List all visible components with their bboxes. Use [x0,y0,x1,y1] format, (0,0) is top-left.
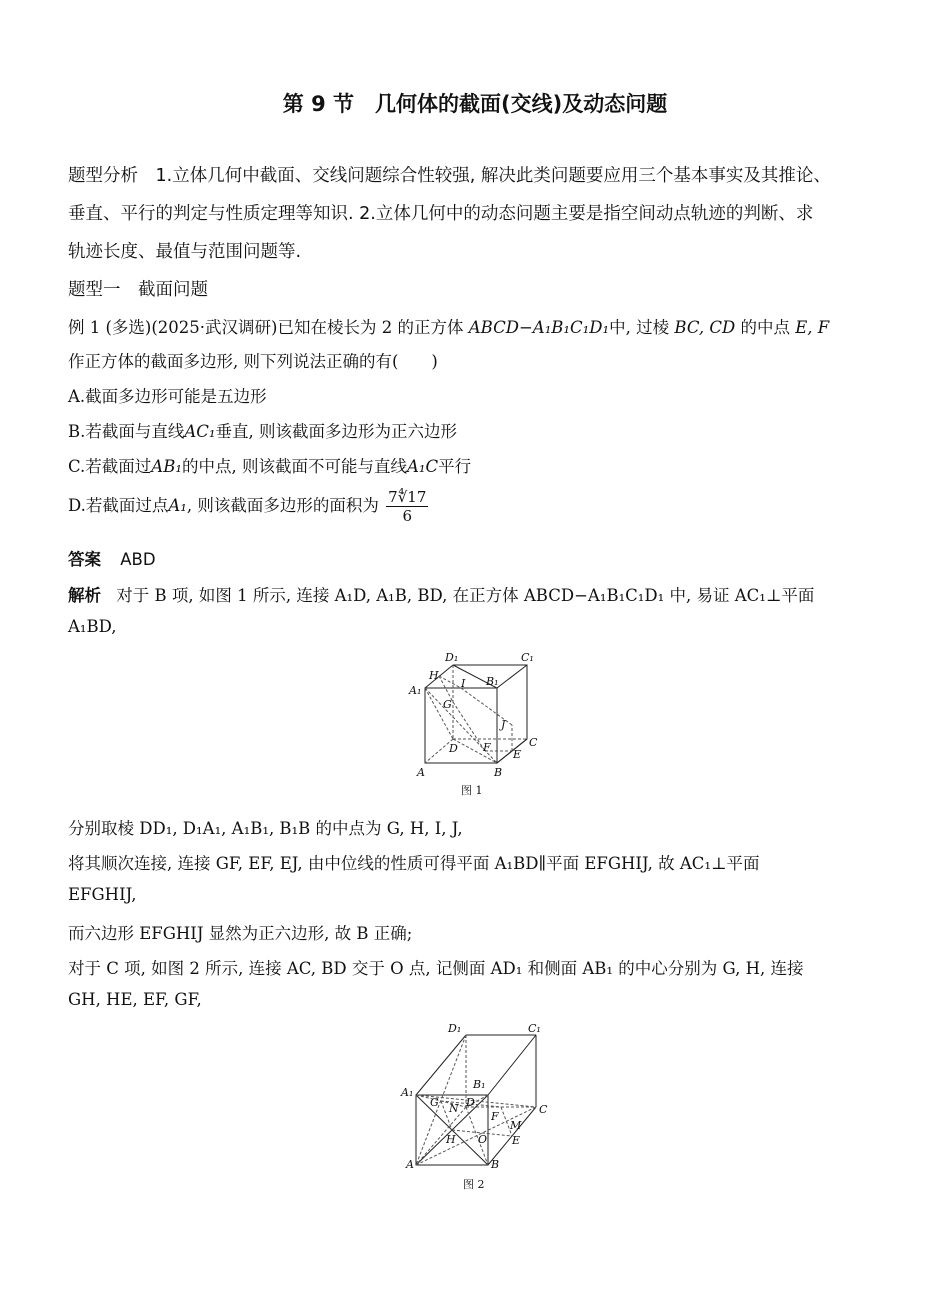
label-O: O [478,1133,488,1146]
label-A1: A₁ [409,684,422,697]
math-line: A₁C [406,457,439,476]
figure-2-cube [398,1020,558,1180]
math-point: A₁ [168,496,187,515]
label-E: E [512,1134,521,1147]
area-fraction [386,488,428,525]
analysis-line-1: 题型分析 1.立体几何中截面、交线问题综合性较强, 解决此类问题要应用三个基本事实及其推论、 [68,166,831,186]
option-a: A.截面多边形可能是五边形 [68,387,267,406]
option-b [68,418,457,442]
fraction-numerator: 7∜17 [388,488,427,506]
label-F: F [483,741,491,754]
label-M: M [510,1119,522,1132]
point-names: E, F [795,318,830,337]
solution-line-8: GH, HE, EF, GF, [68,990,202,1009]
label-C1: C₁ [528,1022,541,1035]
option-text: D.若截面过点 [68,496,169,515]
fraction-denominator: 6 [402,507,413,525]
label-D: D [449,742,458,755]
label-C1: C₁ [521,651,534,664]
answer-value: ABD [120,550,156,569]
example-text: 的中点 [740,318,790,337]
edge-names: BC, CD [674,318,736,337]
solution-label: 解析 [68,586,101,605]
example-tag: (多选)(2025·武汉调研) [105,318,278,337]
figure-1-caption: 图 1 [461,784,483,797]
example-label: 例 1 [68,318,101,337]
label-A: A [417,766,425,779]
solution-line-2: A₁BD, [68,617,117,636]
example-text: 已知在棱长为 2 的正方体 [277,318,464,337]
example-text: 中, 过棱 [609,318,670,337]
label-D: D [466,1096,475,1109]
label-N: N [449,1102,459,1115]
section-heading: 题型一 截面问题 [68,280,208,300]
example-stem-line-2: 作正方体的截面多边形, 则下列说法正确的有( ) [68,352,438,371]
math-segment: AB₁ [151,457,182,476]
example-stem-line-1 [68,314,829,338]
label-H: H [446,1133,456,1146]
label-J: J [501,718,506,731]
answer-label: 答案 [68,550,101,569]
option-c [68,453,471,477]
label-E: E [513,748,522,761]
option-d [68,488,428,525]
label-D1: D₁ [445,651,459,664]
label-A: A [406,1158,414,1171]
label-D1: D₁ [448,1022,462,1035]
label-B1: B₁ [486,675,499,688]
answer-line [68,546,156,570]
label-G: G [430,1096,439,1109]
analysis-line-2: 垂直、平行的判定与性质定理等知识. 2.立体几何中的动态问题主要是指空间动点轨迹的判断、求 [68,204,814,224]
label-F: F [491,1110,499,1123]
solution-line-6: 而六边形 EFGHIJ 显然为正六边形, 故 B 正确; [68,924,413,943]
option-text: 垂直, 则该截面多边形为正六边形 [215,422,458,441]
solution-line-7: 对于 C 项, 如图 2 所示, 连接 AC, BD 交于 O 点, 记侧面 AD₁ 和侧面 AB₁ 的中心分别为 G, H, 连接 [68,959,804,978]
solution-text: 对于 B 项, 如图 1 所示, 连接 A₁D, A₁B, BD, 在正方体 ABCD−A₁B₁C₁D₁ 中, 易证 AC₁⊥平面 [116,586,815,605]
figure-1-cube [405,648,555,798]
label-C: C [529,736,538,749]
solution-line-3: 分别取棱 DD₁, D₁A₁, A₁B₁, B₁B 的中点为 G, H, I, J, [68,819,463,838]
label-B: B [491,1158,500,1171]
option-text: C.若截面过 [68,457,152,476]
solution-line-5: EFGHIJ, [68,885,137,904]
solution-line-1 [68,582,814,606]
math-line: AC₁ [184,422,216,441]
option-text: , 则该截面多边形的面积为 [186,496,379,515]
label-G: G [443,698,452,711]
label-C: C [539,1103,548,1116]
label-A1: A₁ [401,1086,414,1099]
label-B1: B₁ [473,1078,486,1091]
page-title: 第 9 节 几何体的截面(交线)及动态问题 [282,92,668,116]
option-text: B.若截面与直线 [68,422,185,441]
cube-name: ABCD−A₁B₁C₁D₁ [468,318,610,337]
label-I: I [461,677,466,690]
option-text: 平行 [438,457,472,476]
solution-line-4: 将其顺次连接, 连接 GF, EF, EJ, 由中位线的性质可得平面 A₁BD∥平面 EFGHIJ, 故 AC₁⊥平面 [68,854,760,873]
analysis-line-3: 轨迹长度、最值与范围问题等. [68,242,302,262]
label-B: B [494,766,503,779]
label-H: H [429,669,439,682]
option-text: 的中点, 则该截面不可能与直线 [181,457,407,476]
figure-2-caption: 图 2 [463,1178,485,1191]
